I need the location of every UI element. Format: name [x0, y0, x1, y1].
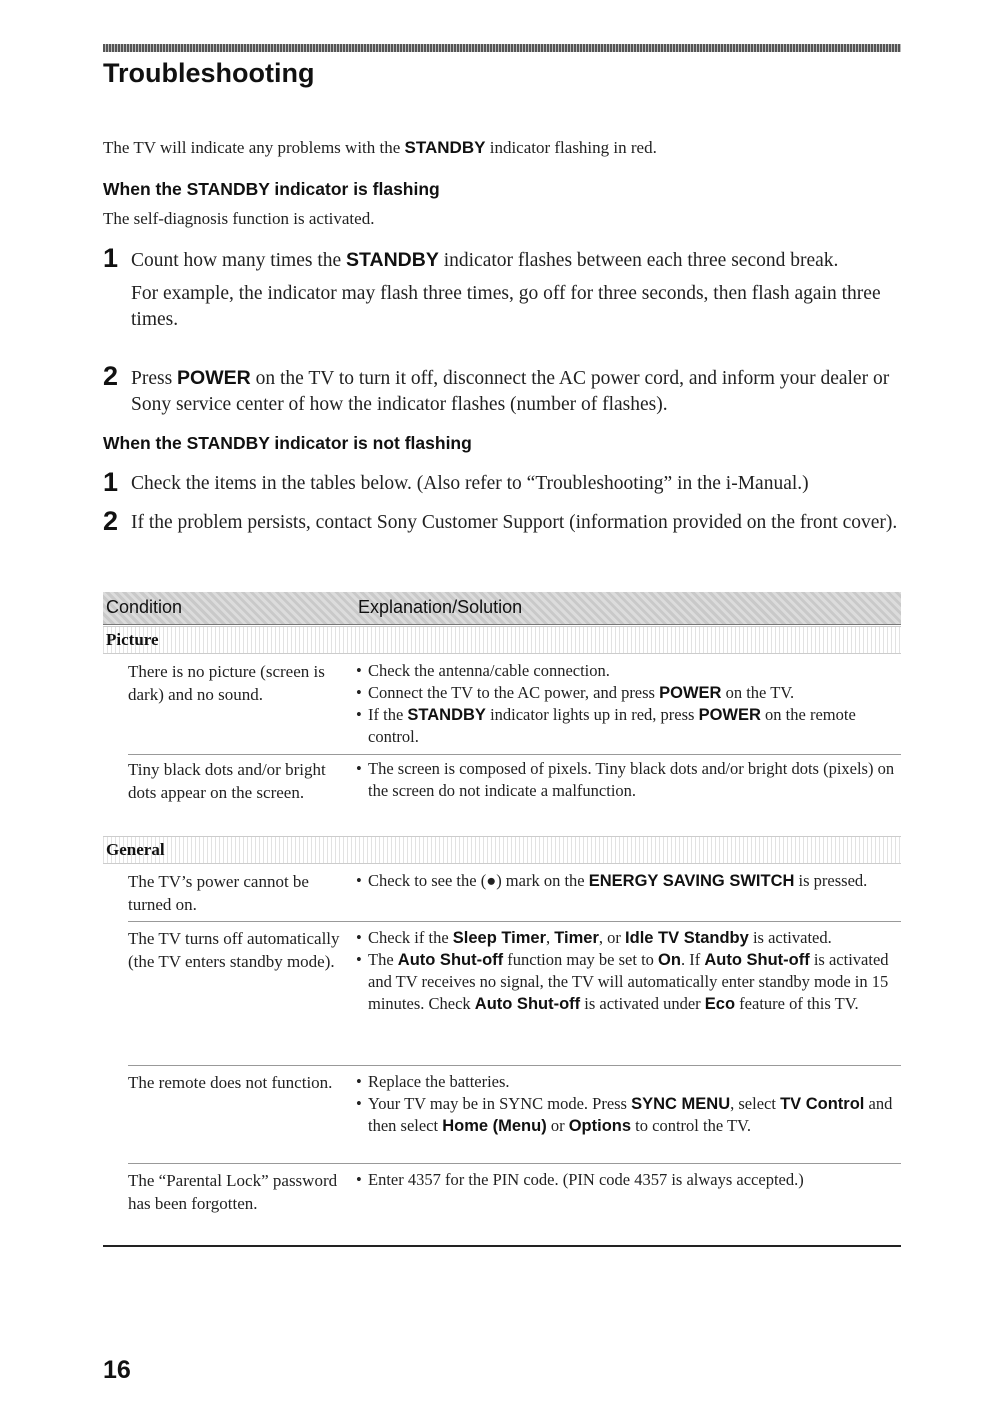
column-header-explanation: Explanation/Solution — [358, 597, 523, 617]
solution-item: • Check the antenna/cable connection. — [356, 660, 901, 682]
solution-list — [356, 1169, 901, 1191]
table-row — [128, 660, 901, 755]
step-text: Check the items in the tables below. (Also refer to “Troubleshooting” in the i-Manual.) — [131, 473, 809, 494]
header-rule — [103, 44, 901, 52]
table-bottom-rule — [103, 1245, 901, 1247]
section-label: General — [106, 840, 165, 859]
flashing-step-1 — [103, 243, 903, 340]
step-number: 1 — [103, 467, 119, 497]
solution-item: • Check if the Sleep Timer, Timer, or Idle TV Standby is activated. — [356, 927, 901, 949]
step-text: If the problem persists, contact Sony Customer Support (information provided on the front cover). — [131, 512, 898, 533]
table-row — [128, 927, 901, 1066]
page-number: 16 — [103, 1356, 131, 1384]
condition-text: The TV’s power cannot be turned on. — [128, 872, 309, 914]
solution-list — [356, 870, 901, 892]
solution-item: • The Auto Shut-off function may be set to On. If Auto Shut-off is activated and TV receives no signal, the TV will automatically enter standby mode in 15 minutes. Check Auto Shut-off is activated under Eco feature of this TV. — [356, 949, 901, 1015]
step-number: 2 — [103, 361, 119, 391]
intro-text: The TV will indicate any problems with the STANDBY indicator flashing in red. — [103, 138, 657, 157]
table-header — [103, 592, 901, 625]
condition-text: The TV turns off automatically (the TV enters standby mode). — [128, 929, 340, 971]
heading-not-flashing: When the STANDBY indicator is not flashing — [103, 433, 472, 453]
table-row — [128, 1071, 901, 1164]
solution-item: • Connect the TV to the AC power, and press POWER on the TV. — [356, 682, 901, 704]
section-general — [103, 836, 901, 864]
solution-item: • Enter 4357 for the PIN code. (PIN code 4357 is always accepted.) — [356, 1169, 901, 1191]
solution-item: • The screen is composed of pixels. Tiny black dots and/or bright dots (pixels) on the screen do not indicate a malfunction. — [356, 758, 901, 802]
solution-list — [356, 758, 901, 802]
table-row — [128, 758, 901, 830]
table-row — [128, 870, 901, 922]
step-text: Count how many times the STANDBY indicator flashes between each three second break. — [131, 249, 839, 271]
not-flashing-step-1 — [103, 467, 903, 504]
solution-list — [356, 1071, 901, 1137]
solution-list — [356, 927, 901, 1015]
column-header-condition: Condition — [106, 597, 183, 617]
solution-item: • Your TV may be in SYNC mode. Press SYNC MENU, select TV Control and then select Home (Menu) or Options to control the TV. — [356, 1093, 901, 1137]
page-title: Troubleshooting — [103, 58, 315, 88]
step-example: For example, the indicator may flash three times, go off for three seconds, then flash again three times. — [131, 283, 881, 330]
not-flashing-step-2 — [103, 506, 903, 543]
condition-text: Tiny black dots and/or bright dots appear on the screen. — [128, 760, 326, 802]
condition-text: The “Parental Lock” password has been forgotten. — [128, 1171, 338, 1213]
condition-text: There is no picture (screen is dark) and no sound. — [128, 662, 325, 704]
step-number: 1 — [103, 243, 119, 273]
solution-item: • Replace the batteries. — [356, 1071, 901, 1093]
flashing-subtext: The self-diagnosis function is activated. — [103, 209, 375, 228]
solution-list — [356, 660, 901, 748]
step-number: 2 — [103, 506, 119, 536]
condition-text: The remote does not function. — [128, 1073, 333, 1092]
section-label: Picture — [106, 630, 159, 649]
table-row — [128, 1169, 901, 1241]
heading-flashing: When the STANDBY indicator is flashing — [103, 179, 440, 199]
solution-item: • Check to see the (●) mark on the ENERGY SAVING SWITCH is pressed. — [356, 870, 901, 892]
step-text: Press POWER on the TV to turn it off, disconnect the AC power cord, and inform your dealer or Sony service center of how the indicator flashes (number of flashes). — [131, 367, 890, 415]
flashing-step-2 — [103, 361, 903, 425]
section-picture — [103, 626, 901, 654]
mark-dot-icon: ● — [486, 871, 497, 890]
solution-item: • If the STANDBY indicator lights up in red, press POWER on the remote control. — [356, 704, 901, 748]
